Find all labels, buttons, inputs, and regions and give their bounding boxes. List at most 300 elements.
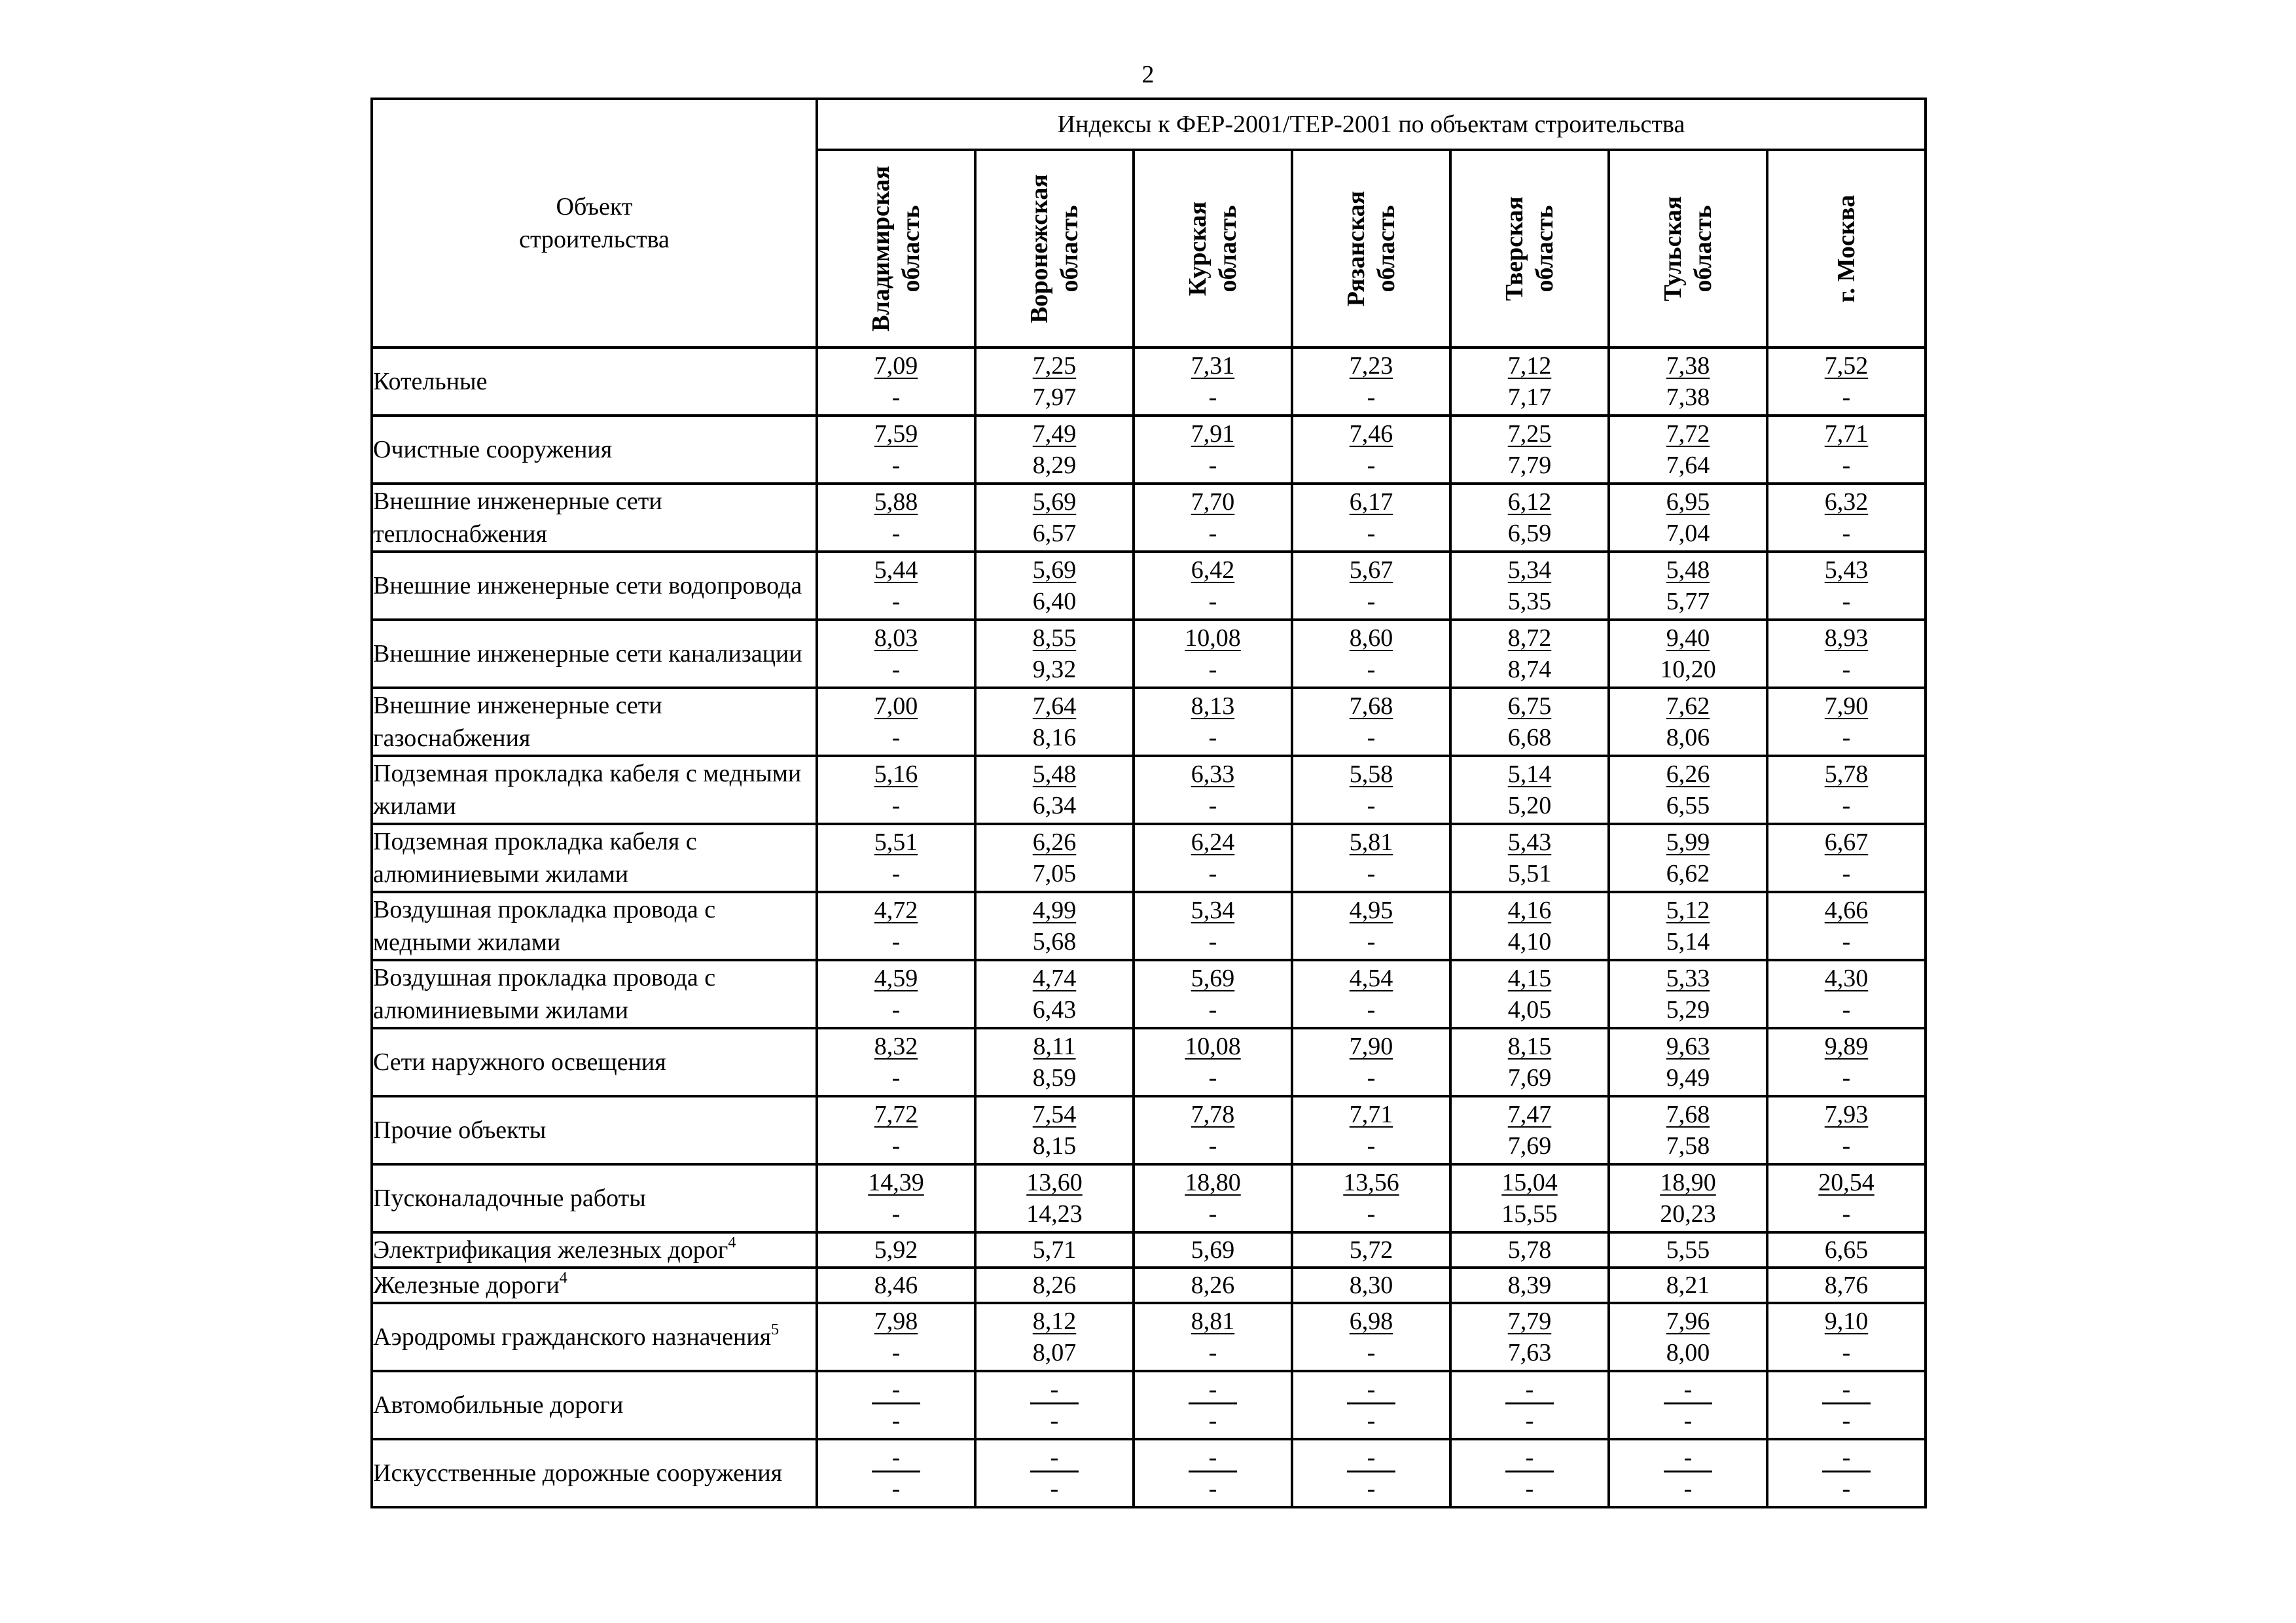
object-name: Воздушная прокладка провода с медными жилами <box>373 896 716 956</box>
ter-index-value: 7,58 <box>1666 1132 1710 1160</box>
fer-index-value: 5,67 <box>1349 556 1393 584</box>
fer-index-value: 18,80 <box>1185 1169 1241 1196</box>
ter-index-value: - <box>1208 1475 1217 1503</box>
fer-index-value: 7,90 <box>1349 1033 1393 1060</box>
fer-index-value: 9,40 <box>1666 624 1710 652</box>
index-value-cell <box>1609 416 1767 484</box>
ter-index-value: - <box>891 1132 901 1160</box>
object-name-cell <box>372 1268 817 1303</box>
region-label <box>1183 202 1243 296</box>
index-value: 5,71 <box>1032 1236 1077 1264</box>
ter-index-value: 5,68 <box>1032 928 1077 955</box>
table-row <box>372 688 1926 756</box>
index-value: 8,26 <box>1191 1272 1235 1299</box>
index-value-cell <box>1134 348 1292 416</box>
fer-index-value: 5,34 <box>1507 556 1552 584</box>
fer-index-value: 5,43 <box>1507 829 1552 856</box>
ter-index-value: - <box>1208 1200 1217 1228</box>
fer-index-value: - <box>872 1444 920 1472</box>
index-value-cell <box>1292 484 1450 552</box>
index-value-cell <box>1292 824 1450 892</box>
region-header <box>1292 150 1450 348</box>
index-value-cell <box>1292 688 1450 756</box>
fer-index-value: 6,67 <box>1824 829 1869 856</box>
index-value-cell <box>1767 416 1926 484</box>
index-value-cell <box>1767 756 1926 824</box>
ter-index-value: - <box>891 1064 901 1092</box>
table-row <box>372 620 1926 688</box>
object-name: Очистные сооружения <box>373 436 613 463</box>
index-value-cell <box>1450 960 1609 1028</box>
index-value-cell <box>975 348 1134 416</box>
fer-index-value: 7,23 <box>1349 352 1393 380</box>
ter-index-value: 7,79 <box>1507 452 1552 479</box>
ter-index-value: 5,51 <box>1507 860 1552 887</box>
index-value-cell <box>1134 552 1292 620</box>
ter-index-value: - <box>1367 996 1376 1024</box>
object-name: Воздушная прокладка провода с алюминиевыми жилами <box>373 964 716 1024</box>
table-row <box>372 1268 1926 1303</box>
region-header <box>1450 150 1609 348</box>
index-value-cell <box>1292 1303 1450 1371</box>
index-value-cell <box>1134 416 1292 484</box>
fer-index-value: - <box>1189 1376 1237 1404</box>
fer-index-value: 7,00 <box>874 692 918 720</box>
ter-index-value: 15,55 <box>1501 1200 1558 1228</box>
index-value: 8,30 <box>1349 1272 1393 1299</box>
ter-index-value: - <box>1367 656 1376 683</box>
object-name-cell <box>372 552 817 620</box>
index-value-cell <box>817 620 975 688</box>
fer-index-value: 5,58 <box>1349 760 1393 788</box>
region-type: область <box>897 205 925 293</box>
index-value: 5,78 <box>1507 1236 1552 1264</box>
object-name: Подземная прокладка кабеля с медными жилами <box>373 760 802 820</box>
ter-index-value: - <box>891 383 901 411</box>
index-value-cell <box>1450 552 1609 620</box>
fer-index-value: 7,47 <box>1507 1101 1552 1128</box>
fer-index-value: 6,32 <box>1824 488 1869 516</box>
region-header <box>1609 150 1767 348</box>
fer-index-value: 5,16 <box>874 760 918 788</box>
fer-index-value: - <box>872 1376 920 1404</box>
index-value: 8,39 <box>1507 1272 1552 1299</box>
fer-index-value: 7,25 <box>1507 420 1552 448</box>
index-value-cell <box>1292 416 1450 484</box>
index-value-cell <box>1292 552 1450 620</box>
fer-index-value: 9,10 <box>1824 1308 1869 1335</box>
object-name: Аэродромы гражданского назначения <box>373 1323 772 1351</box>
ter-index-value: - <box>1367 1339 1376 1366</box>
ter-index-value: - <box>1208 1339 1217 1366</box>
index-value-cell <box>1450 892 1609 960</box>
index-value-cell <box>975 1303 1134 1371</box>
ter-index-value: - <box>1208 724 1217 751</box>
index-value-cell <box>975 960 1134 1028</box>
fer-index-value: 7,91 <box>1191 420 1235 448</box>
fer-index-value: 6,17 <box>1349 488 1393 516</box>
ter-index-value: 8,00 <box>1666 1339 1710 1366</box>
index-value-cell <box>817 960 975 1028</box>
ter-index-value: - <box>1842 383 1851 411</box>
fer-index-value: 5,44 <box>874 556 918 584</box>
fer-index-value: 6,26 <box>1032 829 1077 856</box>
ter-index-value: - <box>1208 588 1217 615</box>
table-row <box>372 1096 1926 1164</box>
ter-index-value: 5,20 <box>1507 792 1552 819</box>
ter-index-value: 6,43 <box>1032 996 1077 1024</box>
object-name-cell <box>372 1439 817 1507</box>
ter-index-value: - <box>891 656 901 683</box>
index-value-cell <box>975 416 1134 484</box>
fer-index-value: 5,69 <box>1032 556 1077 584</box>
fer-index-value: 7,71 <box>1349 1101 1393 1128</box>
fer-index-value: 8,03 <box>874 624 918 652</box>
index-value-cell <box>1767 1232 1926 1268</box>
ter-index-value: - <box>1367 1407 1376 1435</box>
region-name: Тульская <box>1659 196 1687 302</box>
fer-index-value: 8,81 <box>1191 1308 1235 1335</box>
ter-index-value: 6,59 <box>1507 520 1552 547</box>
fer-index-value: - <box>1030 1444 1079 1472</box>
ter-index-value: - <box>1367 1200 1376 1228</box>
fer-index-value: 5,81 <box>1349 829 1393 856</box>
index-value: 8,46 <box>874 1272 918 1299</box>
ter-index-value: - <box>1842 1339 1851 1366</box>
region-header <box>1767 150 1926 348</box>
ter-index-value: 5,77 <box>1666 588 1710 615</box>
fer-index-value: 5,48 <box>1032 760 1077 788</box>
ter-index-value: - <box>891 1200 901 1228</box>
fer-index-value: 7,68 <box>1666 1101 1710 1128</box>
ter-index-value: - <box>1842 656 1851 683</box>
index-value-cell <box>1292 348 1450 416</box>
object-name-cell <box>372 960 817 1028</box>
object-name-cell <box>372 1303 817 1371</box>
ter-index-value: - <box>1525 1475 1534 1503</box>
ter-index-value: - <box>1208 860 1217 887</box>
fer-index-value: 7,46 <box>1349 420 1393 448</box>
region-name: Курская <box>1184 201 1211 296</box>
fer-index-value: 5,88 <box>874 488 918 516</box>
fer-index-value: 6,95 <box>1666 488 1710 516</box>
index-value-cell <box>1609 1268 1767 1303</box>
ter-index-value: 7,04 <box>1666 520 1710 547</box>
fer-index-value: 4,66 <box>1824 897 1869 924</box>
object-name: Внешние инженерные сети водопровода <box>373 572 802 599</box>
object-name-cell <box>372 1371 817 1439</box>
index-value-cell <box>1292 1439 1450 1507</box>
index-value-cell <box>1767 620 1926 688</box>
fer-index-value: 7,31 <box>1191 352 1235 380</box>
ter-index-value: 7,63 <box>1507 1339 1552 1366</box>
ter-index-value: - <box>1367 383 1376 411</box>
index-value-cell <box>1609 1439 1767 1507</box>
table-row <box>372 756 1926 824</box>
index-value-cell <box>1450 688 1609 756</box>
fer-index-value: 6,75 <box>1507 692 1552 720</box>
ter-index-value: - <box>1208 452 1217 479</box>
index-value-cell <box>975 1268 1134 1303</box>
ter-index-value: - <box>1208 520 1217 547</box>
index-value-cell <box>1292 1268 1450 1303</box>
object-name-cell <box>372 1232 817 1268</box>
fer-index-value: 7,78 <box>1191 1101 1235 1128</box>
fer-index-value: 6,98 <box>1349 1308 1393 1335</box>
index-value-cell <box>1609 552 1767 620</box>
object-name-cell <box>372 1164 817 1232</box>
ter-index-value: - <box>891 792 901 819</box>
ter-index-value: 8,16 <box>1032 724 1077 751</box>
region-type: область <box>1214 205 1242 293</box>
index-value-cell <box>1609 892 1767 960</box>
fer-index-value: 7,54 <box>1032 1101 1077 1128</box>
table-row <box>372 416 1926 484</box>
fer-index-value: - <box>1347 1444 1395 1472</box>
region-header <box>1134 150 1292 348</box>
index-value-cell <box>1134 688 1292 756</box>
fer-index-value: 7,71 <box>1824 420 1869 448</box>
index-value-cell <box>817 552 975 620</box>
ter-index-value: - <box>1367 1475 1376 1503</box>
fer-index-value: - <box>1505 1444 1554 1472</box>
index-value-cell <box>975 1232 1134 1268</box>
index-value-cell <box>1767 1096 1926 1164</box>
fer-index-value: 10,08 <box>1185 1033 1241 1060</box>
index-value-cell <box>1767 824 1926 892</box>
index-value-cell <box>817 1371 975 1439</box>
fer-index-value: 5,99 <box>1666 829 1710 856</box>
fer-index-value: 18,90 <box>1660 1169 1716 1196</box>
index-value-cell <box>1292 1028 1450 1096</box>
region-header <box>817 150 975 348</box>
region-header <box>975 150 1134 348</box>
footnote-ref: 5 <box>771 1321 780 1338</box>
region-label <box>1658 196 1718 302</box>
index-value-cell <box>975 1096 1134 1164</box>
index-value-cell <box>1292 892 1450 960</box>
ter-index-value: 8,29 <box>1032 452 1077 479</box>
object-name: Сети наружного освещения <box>373 1048 666 1076</box>
fer-index-value: 5,33 <box>1666 965 1710 992</box>
ter-index-value: 10,20 <box>1660 656 1716 683</box>
table-body <box>372 348 1926 1507</box>
index-value: 6,65 <box>1824 1236 1869 1264</box>
table-row <box>372 892 1926 960</box>
index-value-cell <box>1134 1268 1292 1303</box>
index-value-cell <box>1134 1232 1292 1268</box>
fer-index-value: 5,34 <box>1191 897 1235 924</box>
object-name-cell <box>372 688 817 756</box>
ter-index-value: - <box>1367 1132 1376 1160</box>
region-label <box>1499 196 1560 301</box>
ter-index-value: - <box>1367 792 1376 819</box>
index-value-cell <box>1609 484 1767 552</box>
fer-index-value: 8,13 <box>1191 692 1235 720</box>
ter-index-value: - <box>1367 452 1376 479</box>
fer-index-value: 7,93 <box>1824 1101 1869 1128</box>
ter-index-value: 8,59 <box>1032 1064 1077 1092</box>
object-name-cell <box>372 756 817 824</box>
index-value-cell <box>1767 892 1926 960</box>
ter-index-value: 7,69 <box>1507 1132 1552 1160</box>
index-value: 5,92 <box>874 1236 918 1264</box>
ter-index-value: - <box>1842 996 1851 1024</box>
index-value-cell <box>817 1232 975 1268</box>
ter-index-value: - <box>891 1475 901 1503</box>
fer-index-value: 7,72 <box>1666 420 1710 448</box>
index-value-cell <box>1609 348 1767 416</box>
region-type: область <box>1056 205 1083 293</box>
index-value-cell <box>1450 1232 1609 1268</box>
index-value-cell <box>817 416 975 484</box>
index-value-cell <box>1609 756 1767 824</box>
index-value-cell <box>1767 1371 1926 1439</box>
fer-index-value: 4,59 <box>874 965 918 992</box>
fer-index-value: 7,72 <box>874 1101 918 1128</box>
index-value-cell <box>1450 756 1609 824</box>
ter-index-value: - <box>1050 1475 1059 1503</box>
fer-index-value: 4,30 <box>1824 965 1869 992</box>
fer-index-value: 7,09 <box>874 352 918 380</box>
ter-index-value: 7,97 <box>1032 383 1077 411</box>
ter-index-value: 5,14 <box>1666 928 1710 955</box>
index-value-cell <box>1292 1371 1450 1439</box>
ter-index-value: - <box>891 1339 901 1366</box>
fer-index-value: 8,15 <box>1507 1033 1552 1060</box>
ter-index-value: - <box>1367 588 1376 615</box>
index-value-cell <box>1609 1303 1767 1371</box>
object-name-cell <box>372 1096 817 1164</box>
fer-index-value: 8,11 <box>1033 1033 1076 1060</box>
fer-index-value: 8,12 <box>1032 1308 1077 1335</box>
fer-index-value: 4,72 <box>874 897 918 924</box>
table-row <box>372 1371 1926 1439</box>
fer-index-value: 4,74 <box>1032 965 1077 992</box>
ter-index-value: - <box>1842 452 1851 479</box>
index-value-cell <box>817 1268 975 1303</box>
fer-index-value: - <box>1664 1444 1712 1472</box>
fer-index-value: 9,63 <box>1666 1033 1710 1060</box>
ter-index-value: - <box>1208 1407 1217 1435</box>
fer-index-value: 6,26 <box>1666 760 1710 788</box>
fer-index-value: 13,56 <box>1343 1169 1399 1196</box>
index-value-cell <box>817 348 975 416</box>
ter-index-value: - <box>1842 588 1851 615</box>
fer-index-value: 7,49 <box>1032 420 1077 448</box>
index-value-cell <box>1134 892 1292 960</box>
index-value-cell <box>1450 1028 1609 1096</box>
fer-index-value: 7,25 <box>1032 352 1077 380</box>
fer-index-value: 5,69 <box>1191 965 1235 992</box>
index-value-cell <box>1134 620 1292 688</box>
object-name-cell <box>372 484 817 552</box>
ter-index-value: - <box>1208 928 1217 955</box>
fer-index-value: 5,12 <box>1666 897 1710 924</box>
index-value-cell <box>975 1371 1134 1439</box>
index-value-cell <box>1609 1371 1767 1439</box>
ter-index-value: 6,55 <box>1666 792 1710 819</box>
table-row <box>372 1028 1926 1096</box>
fer-index-value: - <box>1822 1376 1871 1404</box>
fer-index-value: 5,78 <box>1824 760 1869 788</box>
fer-index-value: 7,12 <box>1507 352 1552 380</box>
index-value-cell <box>1450 1439 1609 1507</box>
ter-index-value: - <box>1683 1475 1693 1503</box>
fer-index-value: 7,62 <box>1666 692 1710 720</box>
index-value-cell <box>1767 688 1926 756</box>
ter-index-value: 9,49 <box>1666 1064 1710 1092</box>
index-value-cell <box>1609 960 1767 1028</box>
ter-index-value: - <box>1208 383 1217 411</box>
index-value: 5,55 <box>1666 1236 1710 1264</box>
fer-index-value: 7,59 <box>874 420 918 448</box>
ter-index-value: 7,69 <box>1507 1064 1552 1092</box>
index-value: 5,72 <box>1349 1236 1393 1264</box>
region-name: Владимирская <box>867 166 895 332</box>
fer-index-value: 7,98 <box>874 1308 918 1335</box>
fer-index-value: 5,51 <box>874 829 918 856</box>
fer-index-value: 5,43 <box>1824 556 1869 584</box>
region-label <box>866 166 926 331</box>
ter-index-value: - <box>1208 996 1217 1024</box>
region-name: Воронежская <box>1026 174 1053 323</box>
object-name: Прочие объекты <box>373 1116 547 1144</box>
ter-index-value: - <box>891 860 901 887</box>
ter-index-value: - <box>1208 792 1217 819</box>
ter-index-value: 5,35 <box>1507 588 1552 615</box>
index-value: 8,76 <box>1824 1272 1869 1299</box>
index-value-cell <box>817 1164 975 1232</box>
index-value-cell <box>1609 824 1767 892</box>
ter-index-value: - <box>891 996 901 1024</box>
fer-index-value: 4,16 <box>1507 897 1552 924</box>
fer-index-value: 4,54 <box>1349 965 1393 992</box>
index-value-cell <box>1134 1028 1292 1096</box>
index-value-cell <box>1134 484 1292 552</box>
ter-index-value: 7,17 <box>1507 383 1552 411</box>
fer-index-value: 9,89 <box>1824 1033 1869 1060</box>
table-row <box>372 1439 1926 1507</box>
region-type: область <box>1372 205 1400 293</box>
fer-index-value: 4,95 <box>1349 897 1393 924</box>
object-name-cell <box>372 416 817 484</box>
index-value-cell <box>1450 1164 1609 1232</box>
fer-index-value: 7,68 <box>1349 692 1393 720</box>
index-value-cell <box>817 688 975 756</box>
index-value-cell <box>1767 484 1926 552</box>
region-type: область <box>1689 205 1717 293</box>
fer-index-value: - <box>1505 1376 1554 1404</box>
ter-index-value: 14,23 <box>1026 1200 1083 1228</box>
fer-index-value: 6,33 <box>1191 760 1235 788</box>
ter-index-value: - <box>1367 1064 1376 1092</box>
index-value-cell <box>1767 1268 1926 1303</box>
object-name: Железные дороги <box>373 1272 560 1299</box>
index-value-cell <box>1767 348 1926 416</box>
fer-index-value: 6,24 <box>1191 829 1235 856</box>
object-name: Внешние инженерные сети канализации <box>373 640 802 668</box>
ter-index-value: 7,64 <box>1666 452 1710 479</box>
index-value-cell <box>1767 960 1926 1028</box>
table-row <box>372 348 1926 416</box>
fer-index-value: 6,12 <box>1507 488 1552 516</box>
fer-index-value: 10,08 <box>1185 624 1241 652</box>
ter-index-value: - <box>891 724 901 751</box>
ter-index-value: - <box>1842 1064 1851 1092</box>
ter-index-value: - <box>891 520 901 547</box>
ter-index-value: - <box>1842 860 1851 887</box>
